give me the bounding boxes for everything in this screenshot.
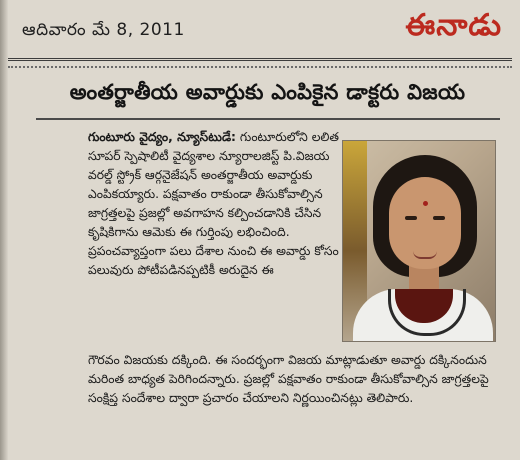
headline-underline	[36, 118, 500, 120]
paper-fold-shadow	[0, 0, 8, 460]
doctor-photo	[342, 140, 496, 342]
article-body-narrow	[88, 128, 356, 280]
photo-bindi	[423, 201, 428, 206]
article-paragraph-narrow: గుంటూరులోని లలిత సూపర్ స్పెషాలిటీ వైద్యశాల న్యూరాలజిస్ట్ పి.విజయ వరల్డ్ స్ట్రోక్ ఆర్గనైజేషన్ అంతర్జాతీయ అవార్డుకు ఎంపికయ్యారు. పక్షవాతం రాకుండా తీసుకోవాల్సిన జాగ్రత్తలపై ప్రజల్లో అవగాహన కల్పించడానికి చేసిన కృషికిగాను ఆమెకు ఈ గుర్తింపు లభించింది. ప్రపంచవ్యాప్తంగా పలు దేశాల నుంచి ఈ అవార్డు కోసం పలువురు పోటీపడినప్పటికీ అరుదైన ఈ	[88, 130, 339, 277]
header-dotted-rule	[8, 66, 512, 68]
header-rule	[8, 58, 512, 61]
photo-left-eye	[405, 216, 417, 220]
article-dateline: గుంటూరు వైద్యం, న్యూస్‌టుడే:	[88, 130, 236, 144]
newspaper-logo: ఈనాడు	[405, 8, 502, 43]
article-body-wide	[88, 351, 500, 408]
issue-date: ఆదివారం మే 8, 2011	[22, 20, 185, 40]
photo-right-eye	[433, 216, 445, 220]
article-headline: అంతర్జాతీయ అవార్డుకు ఎంపికైన డాక్టరు విజయ	[69, 80, 466, 104]
article-paragraph-wide: గౌరవం విజయకు దక్కింది. ఈ సందర్భంగా విజయ మాట్లాడుతూ అవార్డు దక్కినందున మరింత బాధ్యత పెరిగిందన్నారు. ప్రజల్లో పక్షవాతం రాకుండా తీసుకోవాల్సిన జాగ్రత్తలపై సంక్షిప్త సందేశాల ద్వారా ప్రచారం చేయాలని నిర్ణయించినట్లు తెలిపారు.	[88, 353, 489, 405]
